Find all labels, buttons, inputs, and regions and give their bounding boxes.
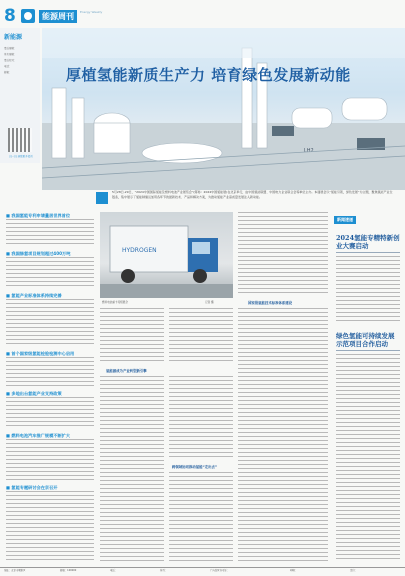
footer-item: 传真：	[160, 569, 168, 572]
column-heading: ■ 我国氢能专利申请量居世界首位	[6, 213, 70, 219]
column-heading: ■ 氢能产业标准体系持续完善	[6, 293, 62, 299]
news-tag: 新闻速递	[334, 216, 356, 224]
body-text	[169, 472, 233, 562]
masthead-title: 能源周刊	[39, 10, 77, 23]
body-text	[336, 354, 400, 562]
body-text	[100, 308, 164, 364]
footer-item: 定价：	[350, 569, 358, 572]
masthead-subtitle: Energy Weekly	[80, 10, 103, 14]
footer-item: 印刷：	[290, 569, 298, 572]
footer-item: 邮编：100000	[60, 569, 77, 572]
headline: 厚植氢能新质生产力 培育绿色发展新动能	[66, 66, 351, 84]
body-text	[238, 212, 328, 296]
photo-caption: 燃料电池重卡亮相展会	[102, 301, 128, 304]
staff-line: 责任编辑：	[4, 47, 17, 50]
article-subhead: 国家级氢能技术标准体系建设	[248, 301, 293, 305]
caption-badge-icon	[96, 192, 108, 204]
column-heading: ■ 燃料电池汽车推广规模不断扩大	[6, 433, 70, 439]
staff-line: 美术编辑：	[4, 53, 17, 56]
lead-paragraph: 5月28日-29日，“2024中国国际氢能及燃料电池产业展览会”(简称：2024中国氢能展)在北京举行，由中国氢能联盟、中国电力企业联合会等单位主办。本届展会以“氢能引领，绿色发展”为主题，聚焦氢能产业全链条，集中展示了氢能制储运加用各环节的最新技术、产品和解决方案，为推动氢能产业高质量发展注入新动能。	[112, 190, 393, 199]
qr-label: 扫一扫 获取更多资讯	[9, 155, 33, 158]
article-subhead: 跨领域协同推动氢能“走出去”	[172, 465, 218, 469]
divider	[336, 350, 400, 351]
brief-headline: 2024氢能专精特新创业大赛启动	[336, 234, 400, 250]
body-text	[336, 256, 400, 324]
column-heading: ■ 多地出台氢能产业支持政策	[6, 391, 62, 397]
masthead-logo-icon	[21, 9, 35, 23]
body-text	[6, 219, 94, 247]
body-text	[6, 357, 94, 387]
photo-credit: 记者 摄	[205, 301, 214, 304]
brief-headline: 绿色氢能可持续发展示范项目合作启动	[336, 332, 395, 348]
fuel-cell-truck-image	[100, 212, 233, 298]
divider	[336, 252, 400, 253]
body-text	[6, 257, 94, 289]
body-text	[100, 376, 164, 562]
body-text	[238, 308, 328, 562]
footer-item: 广告经营许可证：	[210, 569, 230, 572]
column-heading: ■ 我国绿氢项目规划超过400万吨	[6, 251, 70, 257]
truck-photo	[100, 212, 233, 298]
footer-item: 地址：北京市朝阳区	[4, 569, 26, 572]
qr-code-icon	[8, 128, 32, 152]
svg-text:LH2: LH2	[304, 148, 314, 154]
body-text	[169, 376, 233, 460]
section-name: 新能源	[4, 34, 23, 41]
column-heading: ■ 首个国家级氢能检验检测中心启用	[6, 351, 74, 357]
svg-text:HYDROGEN: HYDROGEN	[122, 247, 157, 254]
body-text	[6, 397, 94, 429]
article-subhead: 氢能源成为产业转型新引擎	[106, 369, 147, 373]
body-text	[6, 299, 94, 347]
body-text	[6, 439, 94, 481]
footer-item: 电话：	[110, 569, 118, 572]
staff-line: 责任校对：	[4, 59, 17, 62]
hero-illustration	[42, 28, 405, 190]
body-text	[169, 308, 233, 364]
hydrogen-plant-illustration	[42, 28, 405, 190]
body-text	[6, 491, 94, 563]
staff-line: 邮箱：	[4, 71, 12, 74]
column-heading: ■ 氢能专题研讨会在京召开	[6, 485, 58, 491]
page-number: 8	[4, 6, 16, 26]
staff-line: 电话：	[4, 65, 12, 68]
